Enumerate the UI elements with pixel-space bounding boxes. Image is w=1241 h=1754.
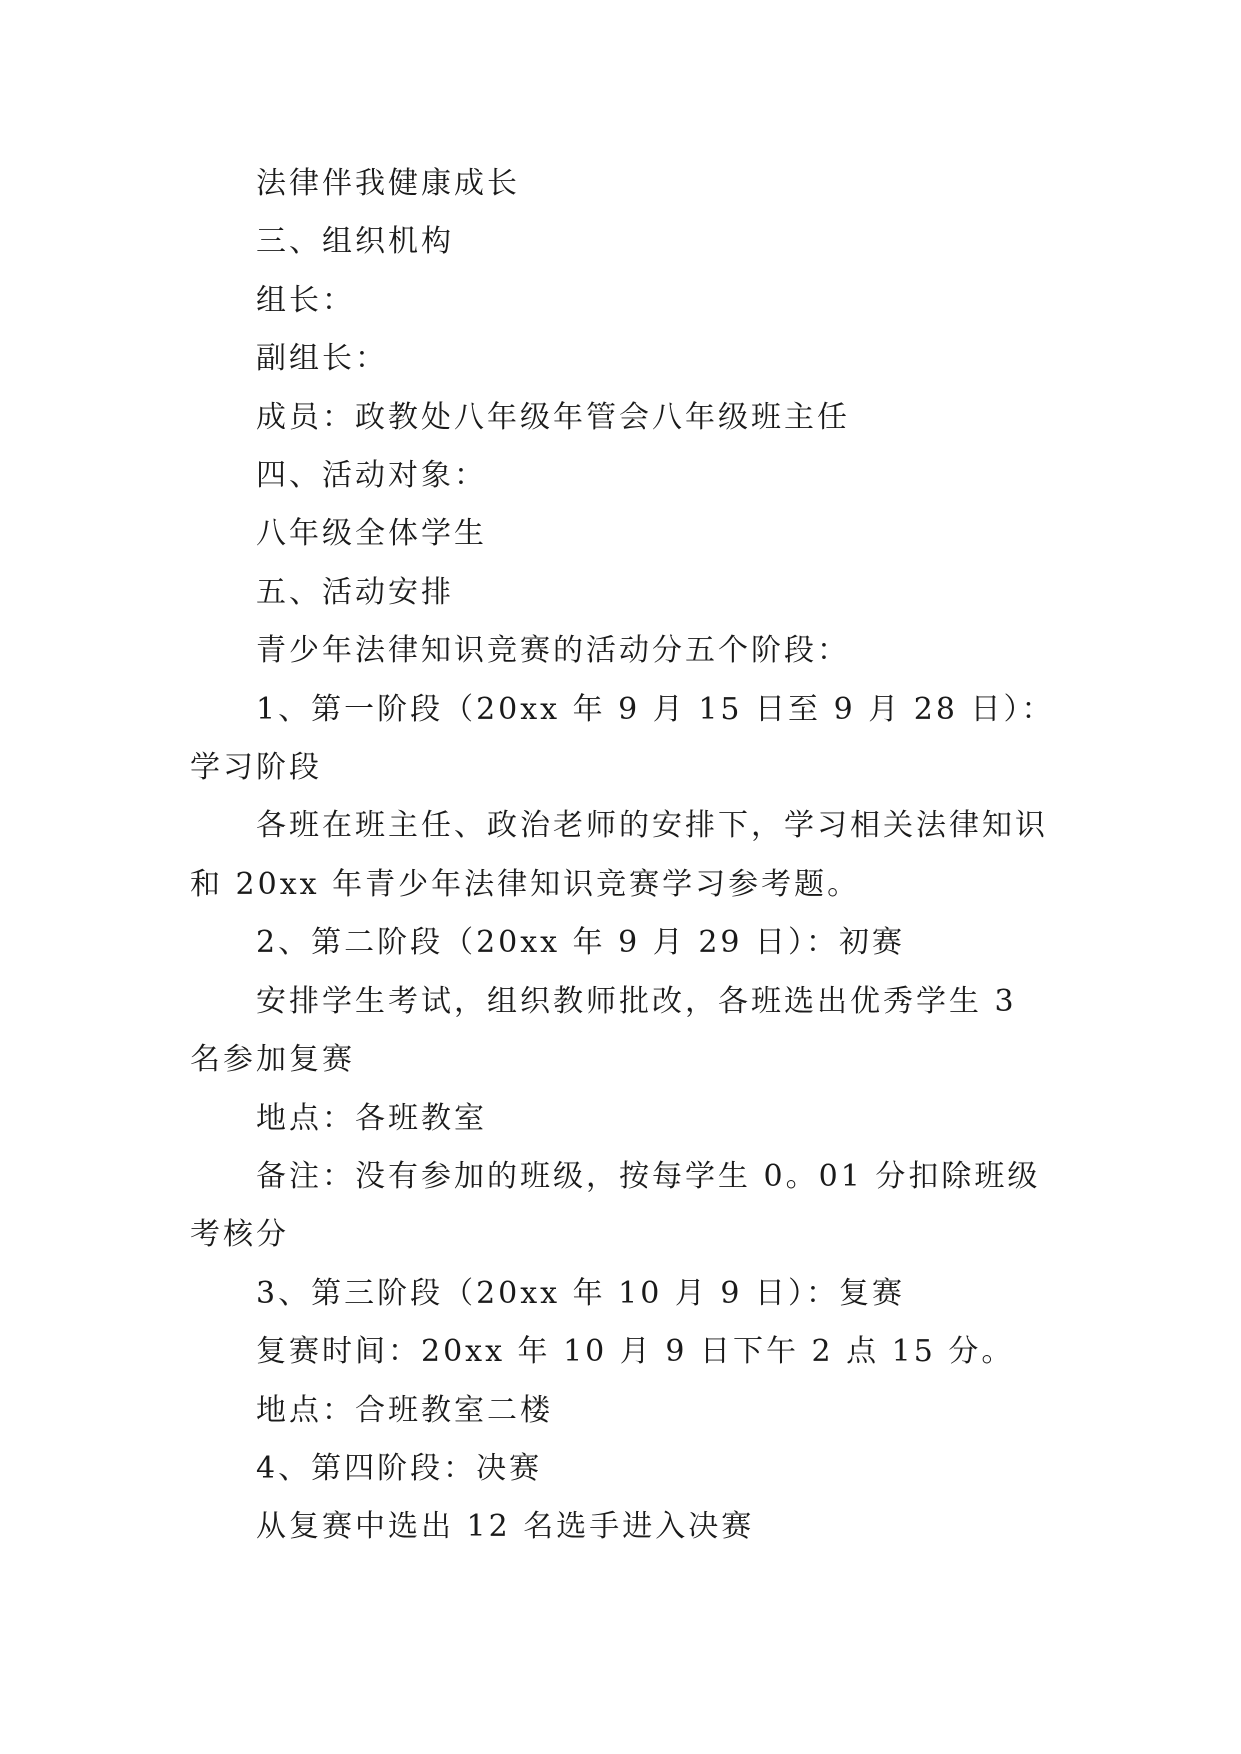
- paragraph-stage-3-time: 复赛时间：20xx 年 10 月 9 日下午 2 点 15 分。: [256, 1334, 1015, 1370]
- paragraph-members: 成员：政教处八年级年管会八年级班主任: [256, 399, 850, 435]
- paragraph-stage-1: 1、第一阶段（20xx 年 9 月 15 日至 9 月 28 日）：学习阶段: [190, 691, 1055, 786]
- heading-schedule: 五、活动安排: [256, 574, 454, 610]
- paragraph-theme: 法律伴我健康成长: [256, 166, 520, 201]
- paragraph-stage-2: 2、第二阶段（20xx 年 9 月 29 日）：初赛: [256, 925, 906, 961]
- paragraph-stage-2-note: 备注：没有参加的班级，按每学生 0。01 分扣除班级考核分: [190, 1158, 1041, 1253]
- paragraph-stage-4-detail: 从复赛中选出 12 名选手进入决赛: [256, 1509, 755, 1545]
- paragraph-stage-3-location: 地点：合班教室二楼: [256, 1392, 553, 1428]
- document-body: [190, 155, 1060, 1557]
- paragraph-schedule-intro: 青少年法律知识竞赛的活动分五个阶段：: [256, 633, 850, 669]
- paragraph-deputy-leader: 副组长：: [256, 341, 388, 377]
- paragraph-stage-3: 3、第三阶段（20xx 年 10 月 9 日）：复赛: [256, 1275, 906, 1311]
- paragraph-stage-4: 4、第四阶段：决赛: [256, 1450, 543, 1486]
- heading-participants: 四、活动对象：: [256, 458, 487, 494]
- paragraph-stage-1-detail: 各班在班主任、政治老师的安排下，学习相关法律知识和 20xx 年青少年法律知识竞赛学习参考题。: [190, 808, 1048, 902]
- heading-organization: 三、组织机构: [256, 224, 454, 260]
- paragraph-leader: 组长：: [256, 282, 355, 318]
- paragraph-stage-2-location: 地点：各班教室: [256, 1100, 487, 1136]
- paragraph-participants: 八年级全体学生: [256, 516, 487, 552]
- paragraph-stage-2-detail: 安排学生考试，组织教师批改，各班选出优秀学生 3 名参加复赛: [190, 983, 1017, 1078]
